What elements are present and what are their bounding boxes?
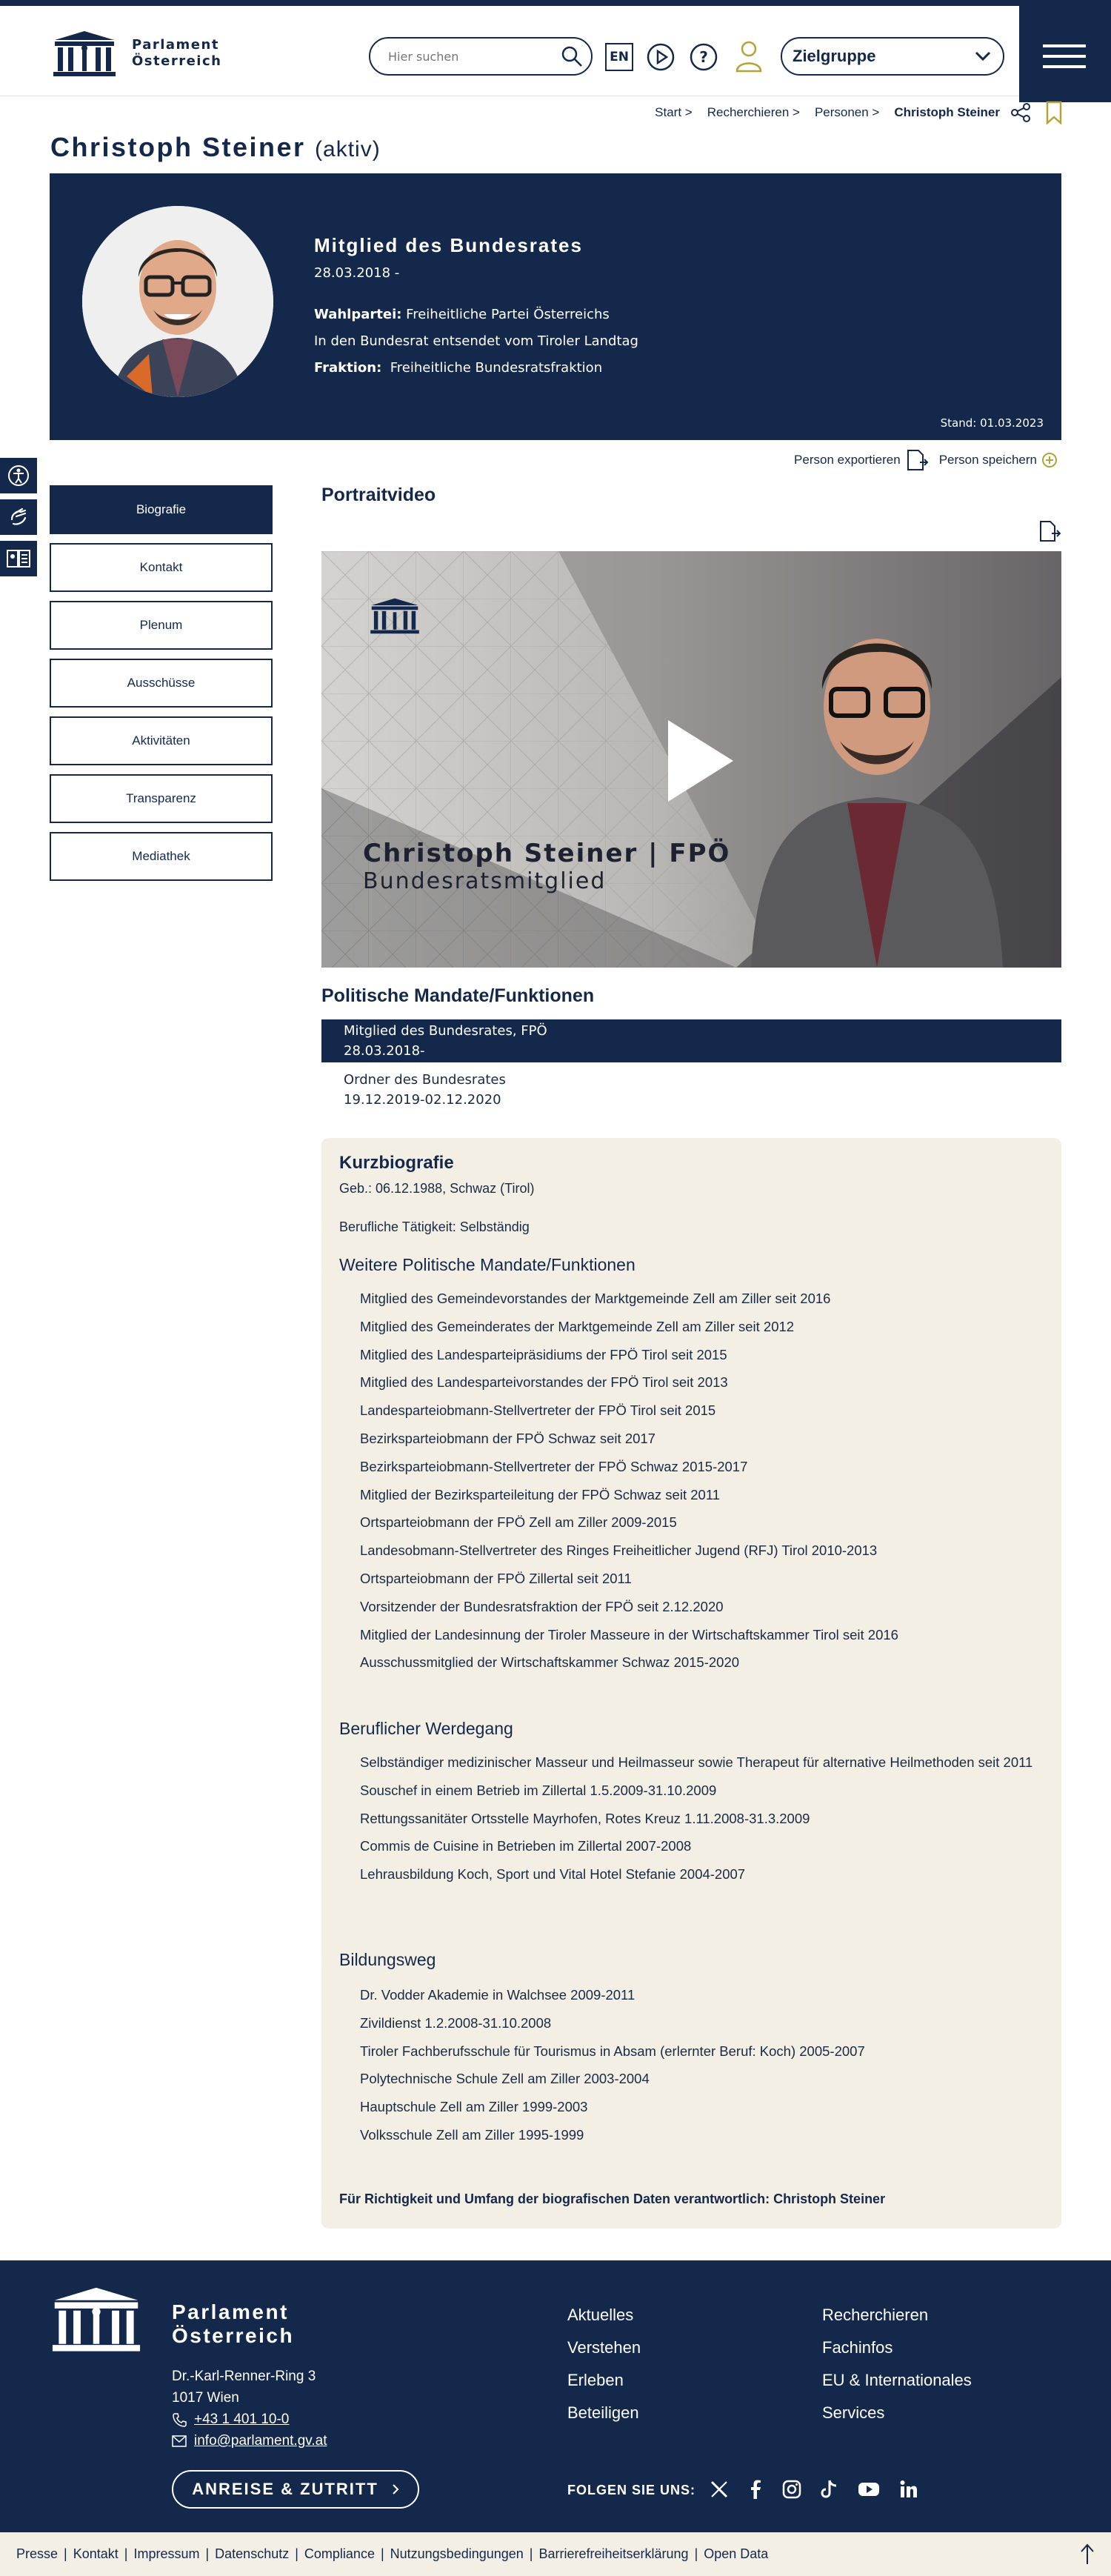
career-heading: Beruflicher Werdegang: [339, 1719, 513, 1738]
accessibility-button[interactable]: [0, 458, 37, 493]
nav-plenum[interactable]: Plenum: [50, 601, 273, 650]
link-separator: |: [64, 2546, 67, 2561]
nav-kontakt[interactable]: Kontakt: [50, 543, 273, 592]
search-icon[interactable]: [560, 44, 584, 68]
address-city: 1017 Wien: [172, 2390, 239, 2406]
export-person-link[interactable]: Person exportieren: [794, 453, 901, 467]
nav-biografie[interactable]: Biografie: [50, 485, 273, 534]
youtube-icon[interactable]: [858, 2480, 880, 2499]
further-mandate-item: Mitglied des Landesparteipräsidiums der FPÖ Tirol seit 2015: [360, 1346, 727, 1362]
nav-transparenz[interactable]: Transparenz: [50, 774, 273, 823]
footer-link-aktuelles[interactable]: Aktuelles: [567, 2306, 634, 2324]
video-person-figure: [736, 588, 1018, 968]
education-heading: Bildungsweg: [339, 1950, 436, 1969]
short-biography: [321, 1138, 1061, 2229]
link-separator: |: [205, 2546, 210, 2561]
link-separator: |: [124, 2546, 128, 2561]
mandate-item[interactable]: [321, 1019, 1061, 1062]
further-mandate-item: Bezirksparteiobmann-Stellvertreter der FPÖ Schwaz 2015-2017: [360, 1458, 748, 1474]
logo-line-1: Parlament: [132, 37, 219, 53]
phone-link[interactable]: [172, 2409, 327, 2430]
education-item: Polytechnische Schule Zell am Ziller 2003-2004: [360, 2071, 650, 2087]
legal-link[interactable]: Kontakt: [73, 2546, 119, 2561]
target-group-label: Zielgruppe: [793, 47, 876, 65]
legal-link[interactable]: Presse: [16, 2546, 59, 2561]
parliament-building-icon: [52, 30, 117, 77]
footer-link-beteiligen[interactable]: Beteiligen: [567, 2403, 639, 2422]
easy-language-button[interactable]: [0, 541, 37, 576]
hamburger-line: [1043, 55, 1086, 58]
breadcrumb-personen[interactable]: Personen >: [814, 105, 880, 119]
nav-ausschuesse[interactable]: Ausschüsse: [50, 659, 273, 708]
link-separator: |: [529, 2546, 533, 2561]
portrait-video-player[interactable]: [321, 551, 1061, 968]
further-mandate-item: Mitglied der Bezirksparteileitung der FPÖ Schwaz seit 2011: [360, 1486, 721, 1502]
footer-link-services[interactable]: Services: [822, 2403, 885, 2422]
legal-link[interactable]: Datenschutz: [215, 2546, 290, 2561]
bio-heading: Kurzbiografie: [339, 1153, 454, 1173]
education-item: Tiroler Fachberufsschule für Tourismus in Absam (erlernter Beruf: Koch) 2005-2007: [360, 2043, 865, 2059]
chevron-right-icon: [392, 2483, 399, 2495]
portrait-video-heading: Portraitvideo: [321, 485, 436, 505]
hamburger-line: [1043, 65, 1086, 68]
search-input[interactable]: [369, 37, 593, 76]
menu-button[interactable]: [1019, 6, 1111, 102]
career-item: Souschef in einem Betrieb im Zillertal 1.5.2009-31.10.2009: [360, 1782, 717, 1798]
further-mandate-item: Mitglied des Gemeindevorstandes der Marktgemeinde Zell am Ziller seit 2016: [360, 1291, 831, 1306]
mandate-title: Ordner des Bundesrates: [344, 1072, 506, 1088]
person-actions: [794, 449, 1058, 471]
breadcrumb: [655, 105, 1000, 120]
site-header: [0, 0, 1111, 96]
chevron-down-icon: [975, 50, 991, 62]
education-item: Volksschule Zell am Ziller 1995-1999: [360, 2126, 584, 2143]
further-mandate-item: Bezirksparteiobmann der FPÖ Schwaz seit 2017: [360, 1430, 655, 1446]
legal-link[interactable]: Open Data: [704, 2546, 769, 2561]
play-icon[interactable]: [665, 717, 736, 805]
mandate-period: 19.12.2019-02.12.2020: [344, 1092, 501, 1108]
legal-link[interactable]: Barrierefreiheitserklärung: [538, 2546, 689, 2561]
footer-link-erleben[interactable]: Erleben: [567, 2371, 624, 2389]
linkedin-icon[interactable]: [899, 2480, 917, 2499]
breadcrumb-current: Christoph Steiner: [894, 105, 1000, 119]
further-mandate-item: Ortsparteiobmann der FPÖ Zillertal seit 2011: [360, 1570, 632, 1586]
back-to-top-icon[interactable]: [1080, 2543, 1095, 2565]
breadcrumb-start[interactable]: Start >: [655, 105, 693, 119]
party-label: Wahlpartei:: [314, 307, 402, 322]
tiktok-icon[interactable]: [821, 2480, 838, 2499]
target-group-select[interactable]: [781, 37, 1004, 76]
logo-line-2: Österreich: [132, 53, 222, 69]
legal-link[interactable]: Compliance: [304, 2546, 375, 2561]
stand-date: Stand: 01.03.2023: [940, 416, 1044, 430]
footer-parliament-logo-icon[interactable]: [50, 2286, 142, 2352]
email-address: info@parlament.gv.at: [194, 2433, 327, 2449]
mandate-item[interactable]: [321, 1070, 1061, 1110]
footer-link-fachinfos[interactable]: Fachinfos: [822, 2338, 893, 2357]
education-item: Hauptschule Zell am Ziller 1999-2003: [360, 2099, 588, 2115]
svg-text:?: ?: [699, 48, 708, 66]
profile-card: [50, 173, 1061, 440]
bookmark-icon[interactable]: [1045, 101, 1063, 124]
help-icon[interactable]: [690, 43, 718, 71]
further-mandate-item: Vorsitzender der Bundesratsfraktion der FPÖ seit 2.12.2020: [360, 1598, 724, 1614]
further-mandate-item: Mitglied der Landesinnung der Tiroler Masseure in der Wirtschaftskammer Tirol seit 2016: [360, 1626, 898, 1643]
footer-address: [172, 2366, 327, 2452]
footer-links-col-2: [822, 2299, 972, 2429]
person-role: Mitglied des Bundesrates: [314, 234, 583, 256]
link-separator: |: [380, 2546, 384, 2561]
arrival-access-label: ANREISE & ZUTRITT: [192, 2480, 378, 2498]
arrival-access-button[interactable]: [172, 2470, 419, 2509]
video-title-line-1: Christoph Steiner | FPÖ: [363, 839, 731, 868]
further-mandate-item: Landesparteiobmann-Stellvertreter der FPÖ Tirol seit 2015: [360, 1402, 716, 1419]
link-separator: |: [694, 2546, 698, 2561]
mail-icon: [172, 2435, 187, 2447]
mandate-period: 28.03.2018-: [344, 1043, 425, 1059]
further-mandates-heading: Weitere Politische Mandate/Funktionen: [339, 1255, 635, 1274]
legal-link[interactable]: Nutzungsbedingungen: [390, 2546, 524, 2561]
sign-language-icon: [7, 506, 30, 528]
nav-aktivitaeten[interactable]: Aktivitäten: [50, 716, 273, 765]
sent-by: In den Bundesrat entsendet vom Tiroler Landtag: [314, 333, 638, 349]
footer-link-recherchieren[interactable]: Recherchieren: [822, 2306, 929, 2324]
education-item: Zivildienst 1.2.2008-31.10.2008: [360, 2014, 552, 2031]
email-link[interactable]: [172, 2430, 327, 2452]
accessibility-toolbar: [0, 458, 39, 582]
address-street: Dr.-Karl-Renner-Ring 3: [172, 2369, 316, 2384]
person-name: Christoph Steiner: [50, 132, 306, 162]
instagram-icon[interactable]: [782, 2480, 801, 2499]
phone-icon: [172, 2412, 187, 2427]
save-person-link[interactable]: Person speichern: [938, 453, 1037, 467]
page-title: [50, 132, 381, 163]
legal-links-bar: [0, 2532, 1111, 2576]
bio-responsibility-note: Für Richtigkeit und Umfang der biografischen Daten verantwortlich: Christoph Steiner: [339, 2191, 886, 2206]
fraction-value: Freiheitliche Bundesratsfraktion: [390, 360, 603, 376]
career-item: Rettungssanitäter Ortsstelle Mayrhofen, Rotes Kreuz 1.11.2008-31.3.2009: [360, 1810, 810, 1826]
social-links: [710, 2480, 917, 2499]
career-item: Selbständiger medizinischer Masseur und Heilmasseur sowie Therapeut für alternative Heilmethoden seit 2011: [360, 1754, 1033, 1770]
profile-subnav: [50, 485, 273, 890]
footer-name-line-1: Parlament: [172, 2300, 289, 2323]
career-item: Commis de Cuisine in Betrieben im Zillertal 2007-2008: [360, 1838, 692, 1854]
career-list: [360, 1754, 1041, 1894]
further-mandate-item: Mitglied des Gemeinderates der Marktgemeinde Zell am Ziller seit 2012: [360, 1318, 795, 1334]
party-value: Freiheitliche Partei Österreichs: [406, 307, 610, 322]
facebook-icon[interactable]: [748, 2480, 763, 2499]
language-switch-button[interactable]: EN: [605, 43, 633, 71]
mandates-heading: Politische Mandate/Funktionen: [321, 985, 595, 1006]
further-mandate-item: Ortsparteiobmann der FPÖ Zell am Ziller 2009-2015: [360, 1514, 677, 1531]
career-item: Lehrausbildung Koch, Sport und Vital Hotel Stefanie 2004-2007: [360, 1866, 746, 1883]
nav-mediathek[interactable]: Mediathek: [50, 832, 273, 881]
education-item: Dr. Vodder Akademie in Walchsee 2009-2011: [360, 1987, 635, 2003]
bio-job: Berufliche Tätigkeit: Selbständig: [339, 1219, 530, 1234]
follow-us-label: FOLGEN SIE UNS:: [567, 2483, 696, 2497]
further-mandate-item: Ausschussmitglied der Wirtschaftskammer Schwaz 2015-2020: [360, 1654, 740, 1671]
site-footer: [0, 2260, 1111, 2532]
education-list: [360, 1987, 1041, 2155]
sign-language-button[interactable]: [0, 499, 37, 535]
accessibility-icon: [7, 465, 30, 487]
add-circle-icon[interactable]: [1041, 452, 1058, 468]
footer-name-line-2: Österreich: [172, 2324, 295, 2347]
mandate-title: Mitglied des Bundesrates, FPÖ: [344, 1023, 547, 1039]
logo-text: [132, 37, 221, 70]
fraction-label: Fraktion:: [314, 360, 382, 376]
footer-link-eu-internationales[interactable]: EU & Internationales: [822, 2371, 972, 2389]
party-row: [314, 307, 610, 322]
fraction-row: [314, 360, 602, 376]
footer-name: [172, 2300, 294, 2348]
user-icon[interactable]: [735, 40, 763, 73]
footer-links-col-1: [567, 2299, 641, 2429]
easy-language-icon: [6, 548, 31, 570]
export-icon[interactable]: [905, 449, 930, 471]
further-mandate-item: Mitglied des Landesparteivorstandes der FPÖ Tirol seit 2013: [360, 1374, 728, 1391]
share-icon[interactable]: [1010, 102, 1031, 123]
bio-born: Geb.: 06.12.1988, Schwaz (Tirol): [339, 1181, 535, 1196]
phone-number: +43 1 401 10-0: [194, 2412, 290, 2427]
video-export-icon[interactable]: [1038, 520, 1062, 542]
x-icon[interactable]: [710, 2480, 729, 2499]
video-parliament-logo-icon: [369, 597, 421, 634]
parliament-logo[interactable]: [52, 30, 221, 77]
video-title-line-2: Bundesratsmitglied: [363, 868, 607, 894]
footer-link-verstehen[interactable]: Verstehen: [567, 2338, 641, 2357]
play-circle-icon[interactable]: [647, 43, 675, 71]
person-status: (aktiv): [315, 137, 381, 162]
further-mandates-list: [360, 1291, 1041, 1683]
role-since: 28.03.2018 -: [314, 265, 400, 281]
further-mandate-item: Landesobmann-Stellvertreter des Ringes Freiheitlicher Jugend (RFJ) Tirol 2010-2013: [360, 1542, 878, 1559]
hamburger-line: [1043, 44, 1086, 47]
legal-link[interactable]: Impressum: [133, 2546, 200, 2561]
link-separator: |: [295, 2546, 298, 2561]
zoom-in-icon[interactable]: [244, 369, 261, 387]
breadcrumb-recherchieren[interactable]: Recherchieren >: [707, 105, 800, 119]
